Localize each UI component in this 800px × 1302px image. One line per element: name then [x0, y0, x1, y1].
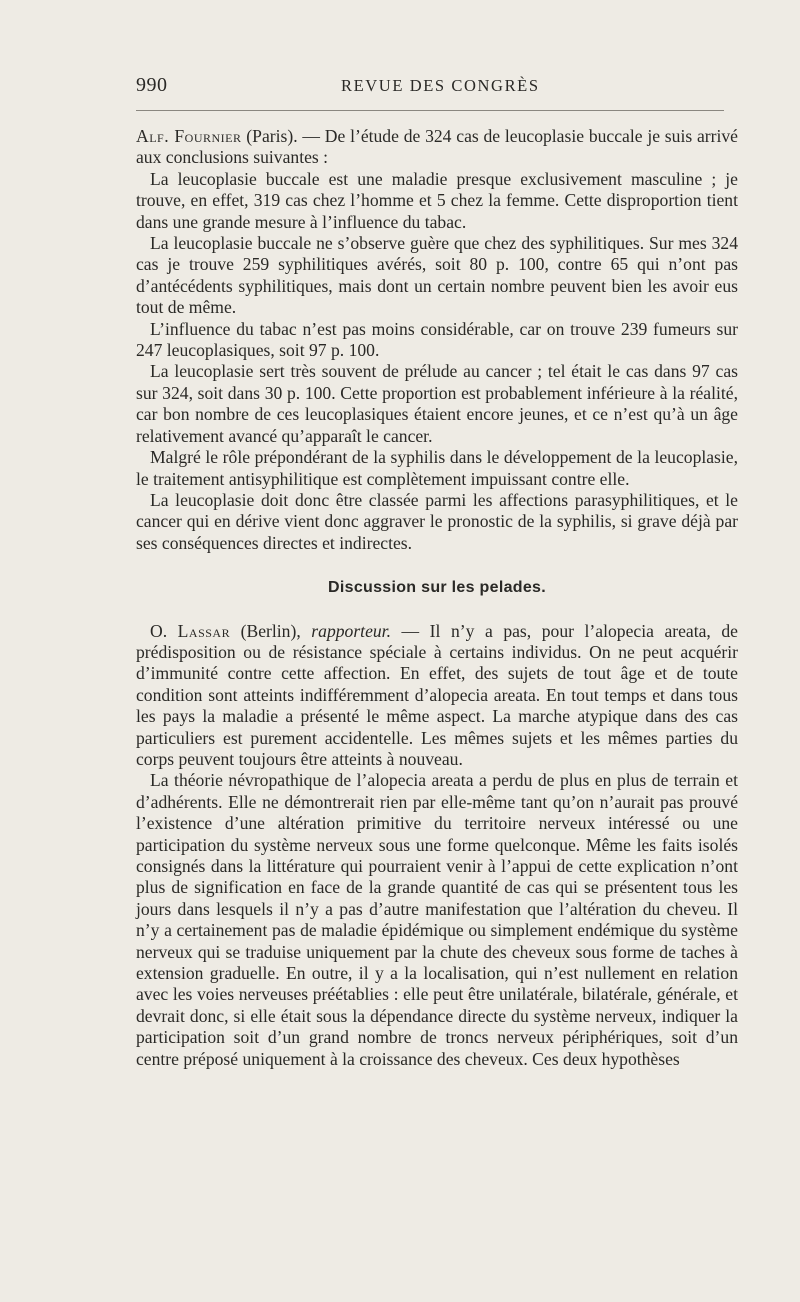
- author-city: (Berlin),: [230, 620, 312, 641]
- lassar-intro-text: — Il n’y a pas, pour l’alopecia areata, de prédisposition ou de résistance spéciale à certains individus. On ne peut acquérir d’immunité contre cette affection. En effet, des sujets de tout âge et de toute condition sont atteints indifféremment d’alopecia areata. En tout temps et dans tous les pays la maladie a présenté le même aspect. La marche atypique dans des cas particuliers est purement accidentelle. Les mêmes sujets et les mêmes parties du corps peuvent toujours être atteints à nouveau.: [136, 620, 738, 769]
- author-lassar: Lassar: [177, 620, 231, 641]
- paragraph: La théorie névropathique de l’alopecia areata a perdu de plus en plus de terrain et d’adhérents. Elle ne démontrerait rien par elle-même tant qu’on n’aurait pas prouvé l’existence d’une altération primitive du territoire nerveux intéressé ou une participation du système nerveux sous une forme quelconque. Même les faits isolés consignés dans la littérature qui pourraient venir à l’appui de cette explication n’ont plus de signification en face de la grande quantité de cas qui se présentent tous les jours dans lesquels il n’y a pas d’autre manifestation que l’altération du cheveu. Il n’y a certainement pas de maladie épidémique ou simplement endémique du système nerveux qui se traduise uniquement par la chute des cheveux sous forme de taches à extension graduelle. En outre, il y a la localisation, qui n’est nullement en relation avec les voies nerveuses préétablies : elle peut être unilatérale, bilatérale, générale, et devrait donc, si elle était sous la dépendance directe du système nerveux, indiquer la participation soit d’un grand nombre de troncs nerveux périphériques, soit d’un centre préposé uniquement à la croissance des cheveux. Ces deux hypothèses: [136, 770, 738, 1069]
- author-role: rapporteur.: [311, 620, 391, 641]
- page-number: 990: [136, 74, 168, 96]
- paragraph: L’influence du tabac n’est pas moins considérable, car on trouve 239 fumeurs sur 247 leucoplasiques, soit 97 p. 100.: [136, 318, 738, 361]
- paragraph: Malgré le rôle prépondérant de la syphilis dans le développement de la leucoplasie, le traitement antisyphilitique est complètement impuissant contre elle.: [136, 447, 738, 489]
- header-rule: [136, 110, 724, 111]
- fournier-intro-text: (Paris). — De l’étude de 324 cas de leucoplasie buccale je suis arrivé aux conclusions suivantes :: [136, 126, 738, 168]
- author-fournier: Alf. Fournier: [136, 126, 242, 146]
- paragraph: La leucoplasie sert très souvent de prélude au cancer ; tel était le cas dans 97 cas sur 324, soit dans 30 p. 100. Cette proportion est probablement inférieure à la réalité, car bon nombre de ces leucoplasiques étaient encore jeunes, et ce n’est qu’à un âge relativement avancé qu’apparaît le cancer.: [136, 361, 738, 446]
- paragraph: La leucoplasie buccale ne s’observe guère que chez des syphilitiques. Sur mes 324 cas je trouve 259 syphilitiques avérés, soit 80 p. 100, contre 65 qui n’ont pas d’antécédents syphilitiques, mais dont un certain nombre peuvent bien les avoir eus tout de même.: [136, 233, 738, 318]
- paragraph: La leucoplasie buccale est une maladie presque exclusivement masculine ; je trouve, en effet, 319 cas chez l’homme et 5 chez la femme. Cette disproportion tient dans une grande mesure à l’influence du tabac.: [136, 168, 738, 232]
- section-heading: Discussion sur les pelades.: [328, 579, 546, 597]
- article-body: [136, 126, 738, 1070]
- paragraph: La leucoplasie doit donc être classée parmi les affections parasyphilitiques, et le cancer qui en dérive vient donc aggraver le pronostic de la syphilis, si grave déjà par ses conséquences directes et indirectes.: [136, 489, 738, 553]
- fournier-intro-paragraph: [136, 126, 738, 169]
- running-head: [136, 74, 736, 100]
- author-initial: O.: [150, 620, 178, 641]
- running-title: REVUE DES CONGRÈS: [341, 76, 540, 95]
- lassar-intro-paragraph: [136, 621, 738, 771]
